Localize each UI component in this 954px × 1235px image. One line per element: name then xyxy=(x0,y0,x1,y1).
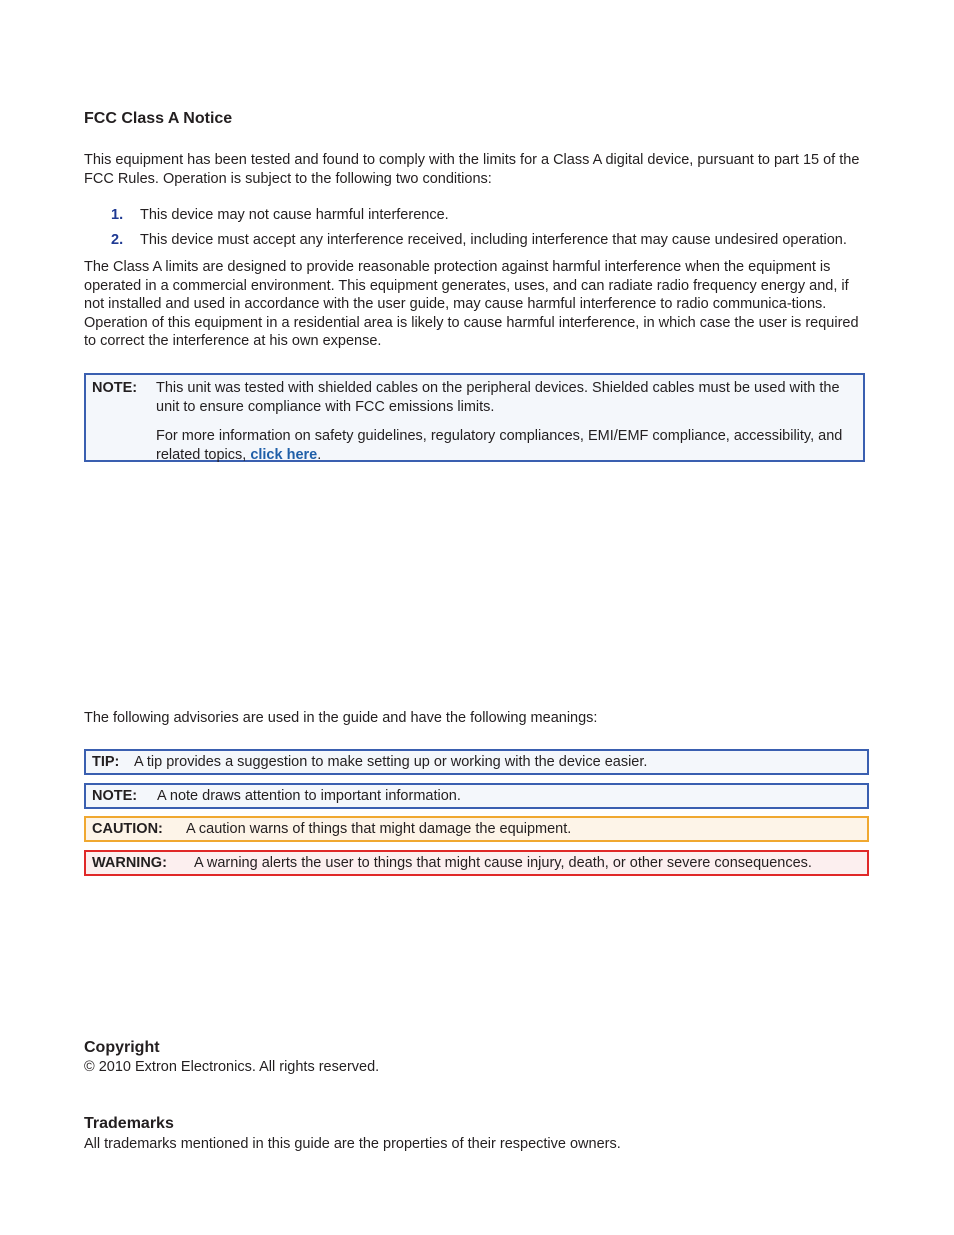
list-number: 2. xyxy=(111,232,124,248)
fcc-intro: This equipment has been tested and found to comply with the limits for a Class A digital device, pursuant to part 15 of the FCC Rules. Operation is subject to the following two conditions: xyxy=(84,152,860,187)
list-number: 1. xyxy=(111,207,124,223)
note-advisory-text: A note draws attention to important information. xyxy=(157,788,461,804)
trademarks-heading: Trademarks xyxy=(84,1115,174,1132)
list-item xyxy=(84,206,874,231)
warning-advisory xyxy=(84,850,869,876)
caution-advisory xyxy=(84,816,869,842)
list-text: This device must accept any interference received, including interference that may cause undesired operation. xyxy=(140,232,847,248)
copyright-heading: Copyright xyxy=(84,1039,160,1056)
note-text: This unit was tested with shielded cables on the peripheral devices. Shielded cables must be used with the unit to ensure compliance with FCC emissions limits. xyxy=(156,380,840,415)
warning-label: WARNING: xyxy=(92,855,167,871)
advisories-intro: The following advisories are used in the guide and have the following meanings: xyxy=(84,710,598,726)
note-label: NOTE: xyxy=(92,380,138,396)
list-text: This device may not cause harmful interference. xyxy=(140,207,449,223)
trademarks-text: All trademarks mentioned in this guide are the properties of their respective owners. xyxy=(84,1136,621,1152)
caution-text: A caution warns of things that might damage the equipment. xyxy=(186,821,572,837)
caution-label: CAUTION: xyxy=(92,821,163,837)
tip-text: A tip provides a suggestion to make setting up or working with the device easier. xyxy=(134,754,648,770)
tip-advisory xyxy=(84,749,869,775)
note-more-info-suffix: . xyxy=(317,446,322,463)
note-more-info-text: For more information on safety guidelines, regulatory compliances, EMI/EMF compliance, accessibility, and related topics, xyxy=(156,428,843,463)
warning-text: A warning alerts the user to things that might cause injury, death, or other severe consequences. xyxy=(194,855,812,871)
conditions-list xyxy=(84,206,874,256)
tip-label: TIP: xyxy=(92,754,120,770)
copyright-text: © 2010 Extron Electronics. All rights reserved. xyxy=(84,1059,380,1075)
click-here-link[interactable]: click here xyxy=(250,446,318,463)
list-item xyxy=(84,231,874,256)
note-advisory xyxy=(84,783,869,809)
note-advisory-label: NOTE: xyxy=(92,788,138,804)
note-more-info xyxy=(156,427,861,464)
fcc-note-box xyxy=(84,373,865,462)
class-a-limits-paragraph: The Class A limits are designed to provide reasonable protection against harmful interference when the equipment is operated in a commercial environment. This equipment generates, uses, and can radiate radio frequency energy and, if not installed and used in accordance with the user guide, may cause harmful interference to radio communica-tions. Operation of this equipment in a residential area is likely to cause harmful interference, in which case the user is required to correct the interference at his own expense. xyxy=(84,259,859,349)
fcc-heading: FCC Class A Notice xyxy=(84,110,233,127)
